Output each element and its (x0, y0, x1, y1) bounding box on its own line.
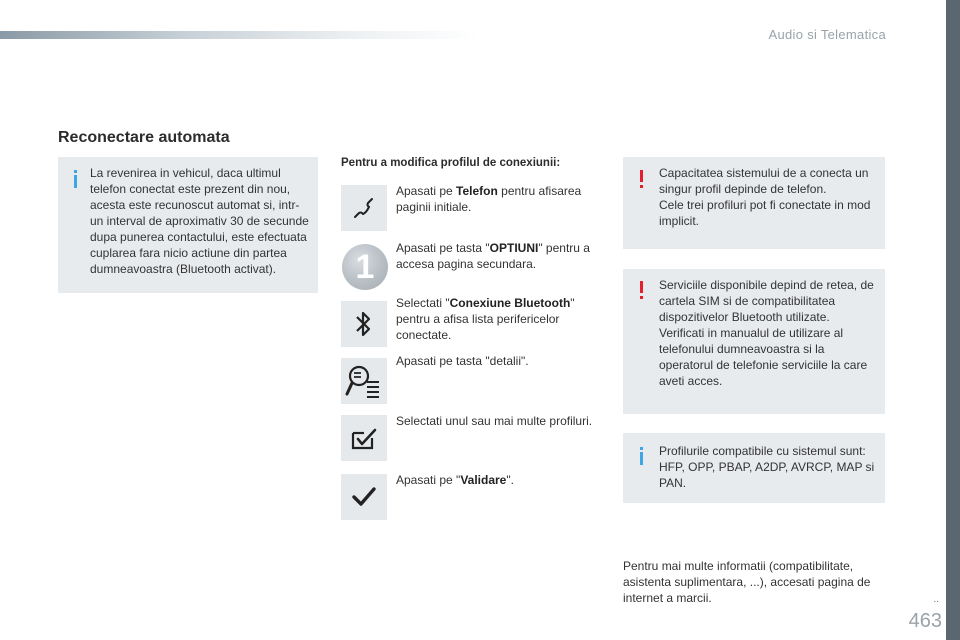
header-title: Audio si Telematica (768, 27, 886, 42)
step-icon-bluetooth (341, 301, 387, 347)
step-2-text: Apasati pe tasta "OPTIUNI" pentru a accesa pagina secundara. (396, 241, 590, 271)
info-note-box-2 (623, 433, 885, 503)
step-number-badge: 1 (342, 244, 388, 290)
header-gradient-bar (0, 31, 480, 39)
info-note-text: La revenirea in vehicul, daca ultimul telefon conectat este prezent din nou, acesta este recunoscut automat si, intr-un interval de aproximativ 30 de secunde dupa punerea contactului, este efectuata cuplarea fara nicio actiune din partea dumneavoastra (Bluetooth activat). (90, 166, 309, 276)
step-4-text: Apasati pe tasta "detalii". (396, 354, 529, 368)
step-icon-checkbox (341, 415, 387, 461)
step-3-text: Selectati "Conexiune Bluetooth" pentru a afisa lista perifericelor conectate. (396, 296, 575, 342)
step-1-text: Apasati pe Telefon pentru afisarea paginii initiale. (396, 184, 582, 214)
step-icon-phone (341, 185, 387, 231)
checkbox-icon (349, 424, 379, 452)
phone-handset-icon (349, 193, 379, 223)
step-5-text: Selectati unul sau mai multe profiluri. (396, 414, 593, 428)
page-corner-marks: .. (933, 594, 939, 605)
footer-text: Pentru mai multe informatii (compatibilitate, asistenta suplimentara, ...), accesati pagina de internet a marcii. (623, 559, 871, 605)
warning-note-1-text: Capacitatea sistemului de a conecta un singur profil depinde de telefon. Cele trei profiluri pot fi conectate in mod implicit. (659, 166, 871, 228)
warning-note-box-1 (623, 157, 885, 249)
step-icon-details (341, 358, 387, 404)
warning-note-box-2 (623, 269, 885, 414)
checkmark-icon (351, 486, 377, 508)
step-6-text: Apasati pe "Validare". (396, 473, 514, 487)
step-icon-validate (341, 474, 387, 520)
side-edge-bar (946, 0, 960, 640)
section-title: Reconectare automata (58, 129, 230, 146)
procedure-heading: Pentru a modifica profilul de conexiunii: (341, 157, 561, 169)
page-number: 463 (908, 610, 942, 632)
warning-note-2-text: Serviciile disponibile depind de retea, de cartela SIM si de compatibilitatea dispozitivelor Bluetooth utilizate. Verificati in manualul de utilizare al telefonului dumneavoastra si la operatorul de telefonie serviciile la care aveti acces. (659, 278, 874, 388)
details-search-icon (345, 362, 383, 400)
info-note-box (58, 157, 318, 293)
info-note-2-text: Profilurile compatibile cu sistemul sunt: HFP, OPP, PBAP, A2DP, AVRCP, MAP si PAN. (659, 444, 875, 490)
bluetooth-icon (352, 307, 376, 341)
